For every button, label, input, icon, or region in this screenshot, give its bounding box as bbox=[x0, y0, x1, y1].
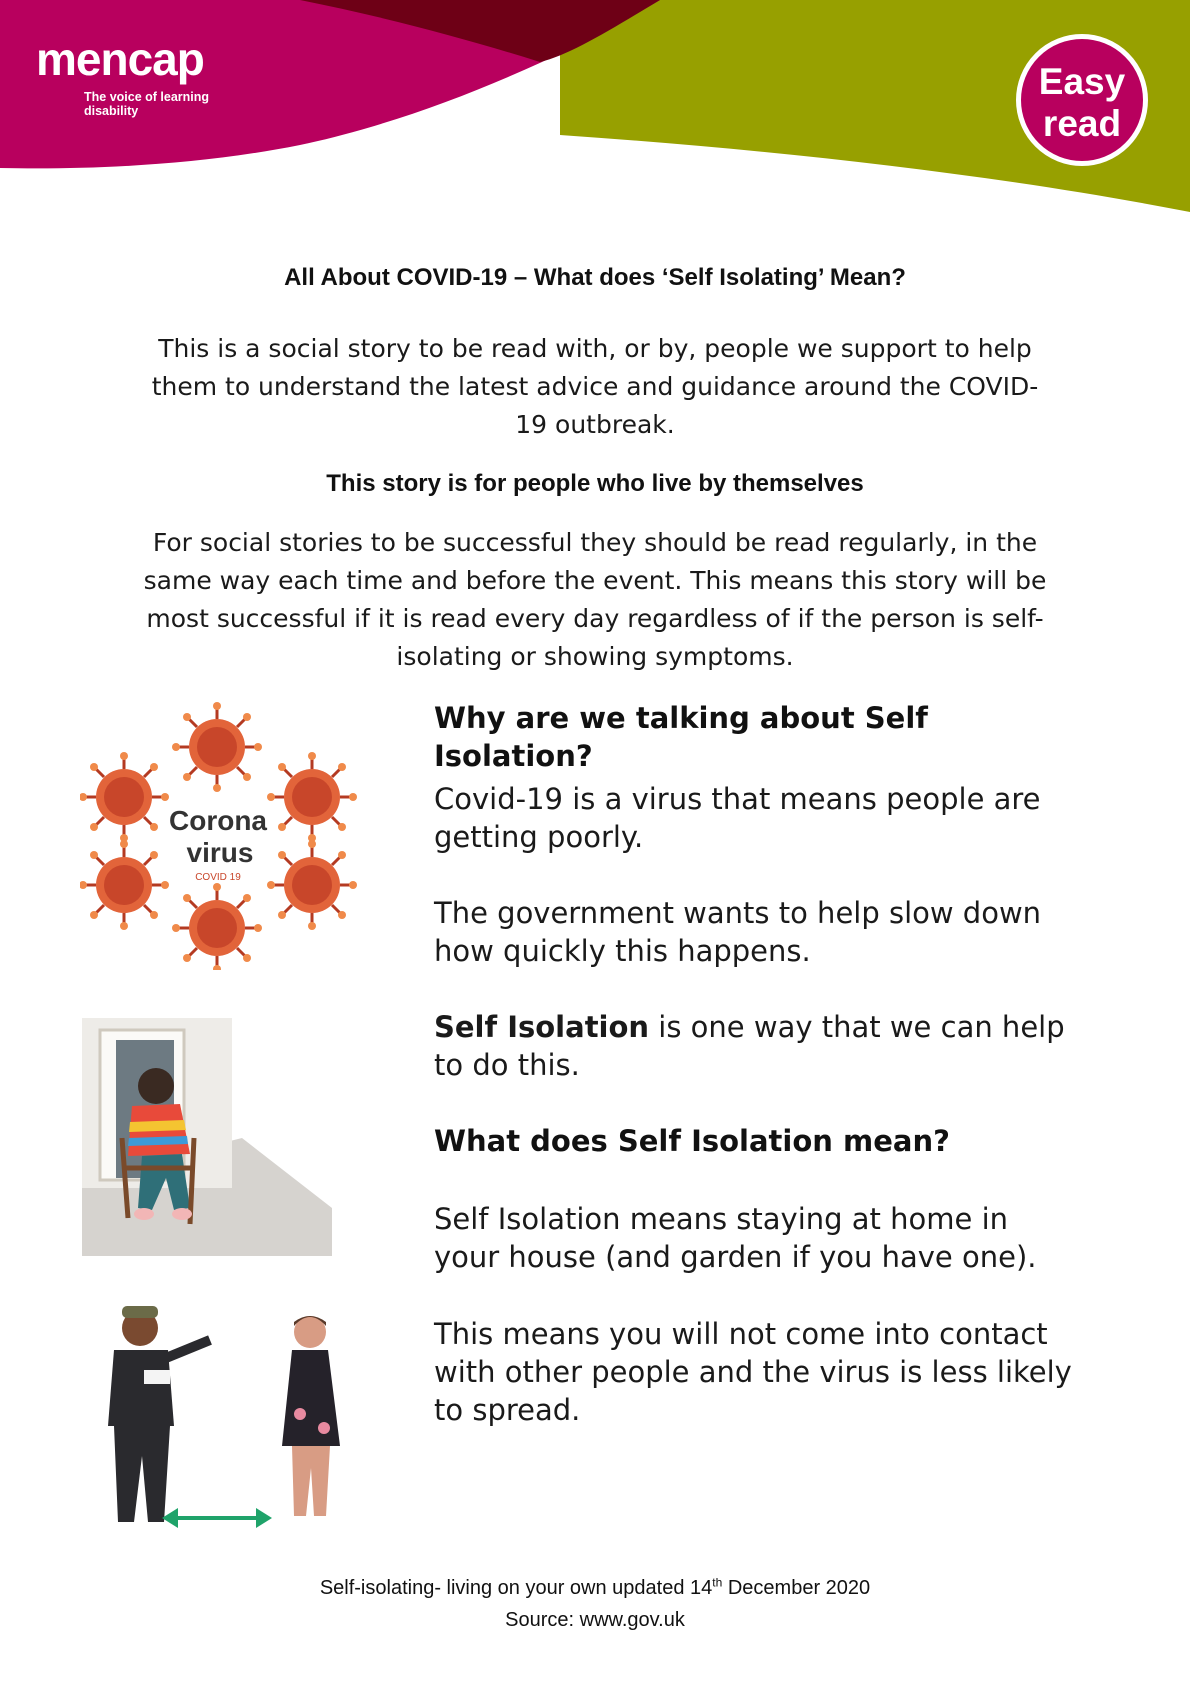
section-what-p2 bbox=[434, 1315, 1074, 1429]
dress-flower bbox=[318, 1422, 330, 1434]
shoe-shape bbox=[134, 1208, 154, 1220]
mencap-logo[interactable] bbox=[36, 33, 226, 119]
body-text: Self Isolation means staying at home in your house (and garden if you have one). bbox=[434, 1202, 1037, 1274]
section-why bbox=[434, 699, 1074, 775]
logo-wordmark: mencap bbox=[36, 33, 204, 85]
section-why-p3 bbox=[434, 1008, 1074, 1084]
person2-legs bbox=[292, 1446, 330, 1516]
arrow-head-right bbox=[256, 1508, 272, 1528]
easy-read-badge bbox=[1016, 34, 1148, 166]
page-title: All About COVID-19 – What does ‘Self Isolating’ Mean? bbox=[284, 264, 906, 291]
person-self-isolating-illustration bbox=[82, 1018, 332, 1256]
person1-cap bbox=[122, 1306, 158, 1318]
intro-paragraph: This is a social story to be read with, or by, people we support to help them to understand the latest advice and guidance around the COVID-19 outbreak. bbox=[151, 334, 1039, 439]
virus-label-line3: COVID 19 bbox=[195, 872, 241, 883]
section-why-p1 bbox=[434, 780, 1074, 856]
footer-source-line: Source: www.gov.uk bbox=[505, 1609, 685, 1631]
section-what bbox=[434, 1122, 1074, 1160]
coronavirus-illustration bbox=[80, 700, 360, 970]
footer-text: December 2020 bbox=[722, 1577, 871, 1599]
person1-body bbox=[108, 1350, 174, 1426]
section-heading-what: What does Self Isolation mean? bbox=[434, 1124, 950, 1158]
badge-line-2: read bbox=[1042, 103, 1122, 144]
guidance-paragraph: For social stories to be successful they should be read regularly, in the same way each time and before the event. This means this story will be most successful if it is read every day regardless of if the person is self-isolating or showing symptoms. bbox=[143, 528, 1047, 671]
virus-label-line2: virus bbox=[186, 837, 254, 868]
person1-arm bbox=[166, 1340, 210, 1358]
virus-icon bbox=[80, 840, 169, 930]
section-what-p1 bbox=[434, 1200, 1074, 1276]
body-text: Covid-19 is a virus that means people are getting poorly. bbox=[434, 782, 1041, 854]
virus-icon bbox=[267, 840, 357, 930]
section-heading-why: Why are we talking about Self Isolation? bbox=[434, 701, 928, 773]
paper-shape bbox=[144, 1370, 170, 1384]
shoe-shape bbox=[172, 1208, 192, 1220]
person1-legs bbox=[114, 1426, 170, 1522]
body-text: The government wants to help slow down how quickly this happens. bbox=[434, 896, 1042, 968]
virus-icon bbox=[267, 752, 357, 842]
footer-update-line bbox=[0, 1572, 1190, 1604]
audience-subtitle: This story is for people who live by themselves bbox=[326, 470, 864, 497]
badge-line-1: Easy bbox=[1038, 61, 1126, 102]
body-text: This means you will not come into contact with other people and the virus is less likely to spread. bbox=[434, 1317, 1072, 1427]
dress-flower bbox=[294, 1408, 306, 1420]
social-distancing-illustration bbox=[78, 1296, 368, 1536]
page-footer bbox=[0, 1572, 1190, 1636]
head-shape bbox=[138, 1068, 174, 1104]
body-text bbox=[434, 1008, 1074, 1084]
person2-dress bbox=[282, 1350, 340, 1446]
logo-tagline: The voice of learning disability bbox=[84, 90, 210, 119]
virus-label-line1: Corona bbox=[169, 805, 267, 836]
virus-icon bbox=[80, 752, 169, 842]
bold-term: Self Isolation bbox=[434, 1010, 650, 1044]
footer-text: Self-isolating- living on your own updated 14 bbox=[319, 1577, 713, 1599]
virus-icon bbox=[172, 883, 262, 970]
body-text-rest: is one way that we can help to do this. bbox=[434, 1010, 1065, 1082]
section-why-p2 bbox=[434, 894, 1074, 970]
jumper-stripe bbox=[129, 1120, 186, 1132]
virus-icon bbox=[172, 702, 262, 792]
footer-superscript: th bbox=[712, 1575, 723, 1590]
